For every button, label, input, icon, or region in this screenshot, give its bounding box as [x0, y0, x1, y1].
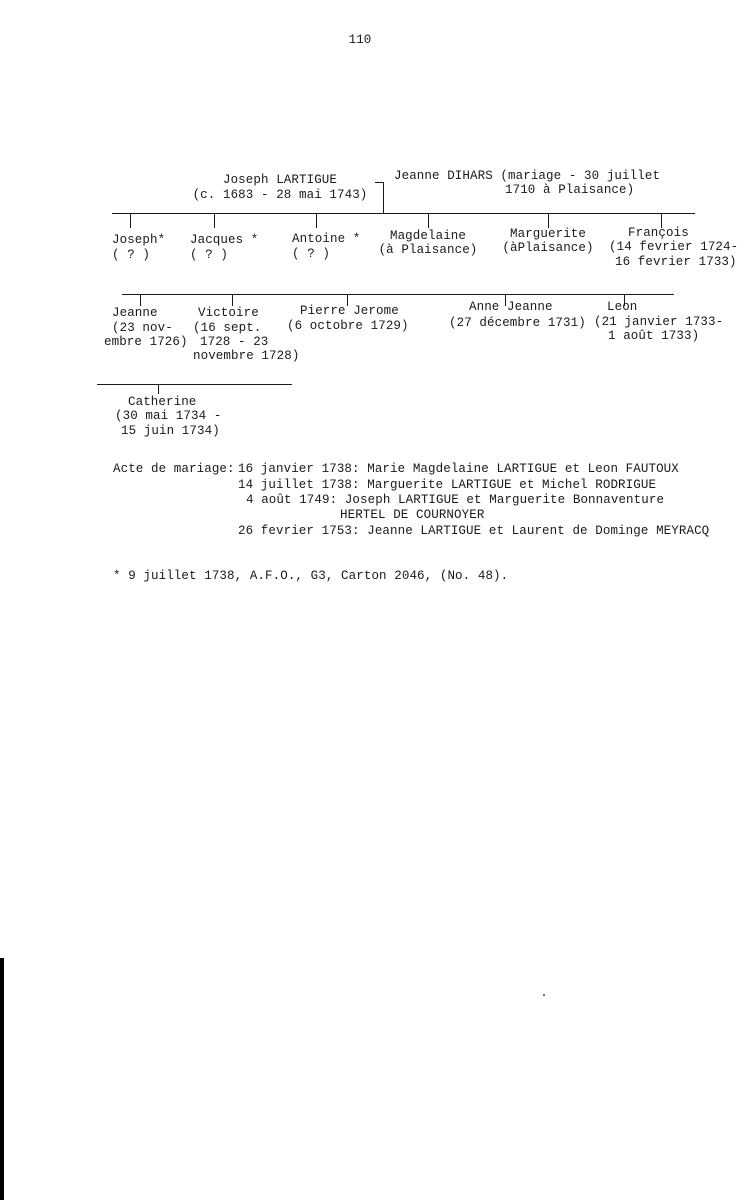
gen2-drop-victoire — [232, 294, 233, 306]
child-francois-note: (14 fevrier 1724- — [609, 240, 739, 254]
gen1-bracket — [112, 213, 695, 214]
gen3-bracket — [97, 384, 292, 385]
gen2-drop-jeanne — [140, 294, 141, 306]
child-catherine-line-1: (30 mai 1734 - — [115, 409, 222, 423]
child-pierre-jerome: Pierre Jerome — [300, 304, 399, 318]
child-victoire: Victoire — [198, 306, 259, 320]
scan-speck — [543, 994, 545, 996]
marriage-entry: 16 janvier 1738: Marie Magdelaine LARTIGUE et Leon FAUTOUX — [238, 462, 679, 476]
child-victoire-line-1: (16 sept. — [193, 321, 262, 335]
child-joseph-note: ( ? ) — [112, 248, 151, 262]
child-victoire-line-2: 1728 - 23 — [200, 335, 269, 349]
gen1-drop-magdelaine — [428, 213, 429, 228]
child-victoire-line-3: novembre 1728) — [193, 349, 300, 363]
child-antoine-note: ( ? ) — [292, 247, 331, 261]
child-catherine-line-2: 15 juin 1734) — [121, 424, 220, 438]
marriage-entry: HERTEL DE COURNOYER — [340, 508, 485, 522]
footnote: * 9 juillet 1738, A.F.O., G3, Carton 2046, (No. 48). — [113, 569, 509, 583]
child-antoine: Antoine * — [292, 232, 361, 246]
child-marguerite-note: (àPlaisance) — [502, 241, 594, 255]
child-marguerite: Marguerite — [509, 227, 586, 241]
child-anne-jeanne-line-1: (27 décembre 1731) — [449, 316, 586, 330]
marriage-entry: 14 juillet 1738: Marguerite LARTIGUE et Michel RODRIGUE — [238, 478, 657, 492]
marriage-entry: 26 fevrier 1753: Jeanne LARTIGUE et Laurent de Dominge MEYRACQ — [238, 524, 710, 538]
child-pierre-jerome-line-1: (6 octobre 1729) — [287, 319, 409, 333]
child-leon: Leon — [607, 300, 638, 314]
child-jeanne-line-1: (23 nov- — [112, 321, 173, 335]
marriage-entry: 4 août 1749: Joseph LARTIGUE et Marguerite Bonnaventure — [246, 493, 665, 507]
mother-line-2: 1710 à Plaisance) — [505, 183, 635, 197]
child-jeanne: Jeanne — [112, 306, 158, 320]
gen1-drop-marguerite — [548, 213, 549, 228]
father-name: Joseph LARTIGUE — [222, 173, 338, 187]
gen1-drop-jacques — [214, 213, 215, 228]
page-number: 110 — [348, 33, 372, 47]
father-dates: (c. 1683 - 28 mai 1743) — [192, 188, 368, 202]
gen1-drop-joseph — [130, 213, 131, 228]
gen3-drop-catherine — [158, 384, 159, 394]
child-francois: François — [628, 226, 689, 240]
child-jeanne-line-2: embre 1726) — [104, 335, 188, 349]
child-francois-note-2: 16 fevrier 1733) — [615, 255, 737, 269]
child-leon-line-2: 1 août 1733) — [608, 329, 700, 343]
gen1-drop-antoine — [316, 213, 317, 228]
child-jacques: Jacques * — [190, 233, 259, 247]
child-joseph: Joseph* — [112, 233, 166, 247]
child-anne-jeanne: Anne Jeanne — [469, 300, 553, 314]
mother-line-1: Jeanne DIHARS (mariage - 30 juillet — [394, 169, 661, 183]
child-magdelaine: Magdelaine — [389, 229, 466, 243]
child-catherine: Catherine — [128, 395, 197, 409]
scan-edge-bar — [0, 958, 4, 1200]
marriage-label: Acte de mariage: — [113, 462, 235, 476]
child-leon-line-1: (21 janvier 1733- — [594, 315, 724, 329]
gen2-bracket — [122, 294, 674, 295]
child-jacques-note: ( ? ) — [190, 248, 229, 262]
child-magdelaine-note: (à Plaisance) — [378, 243, 478, 257]
marriage-vertical — [383, 182, 384, 214]
